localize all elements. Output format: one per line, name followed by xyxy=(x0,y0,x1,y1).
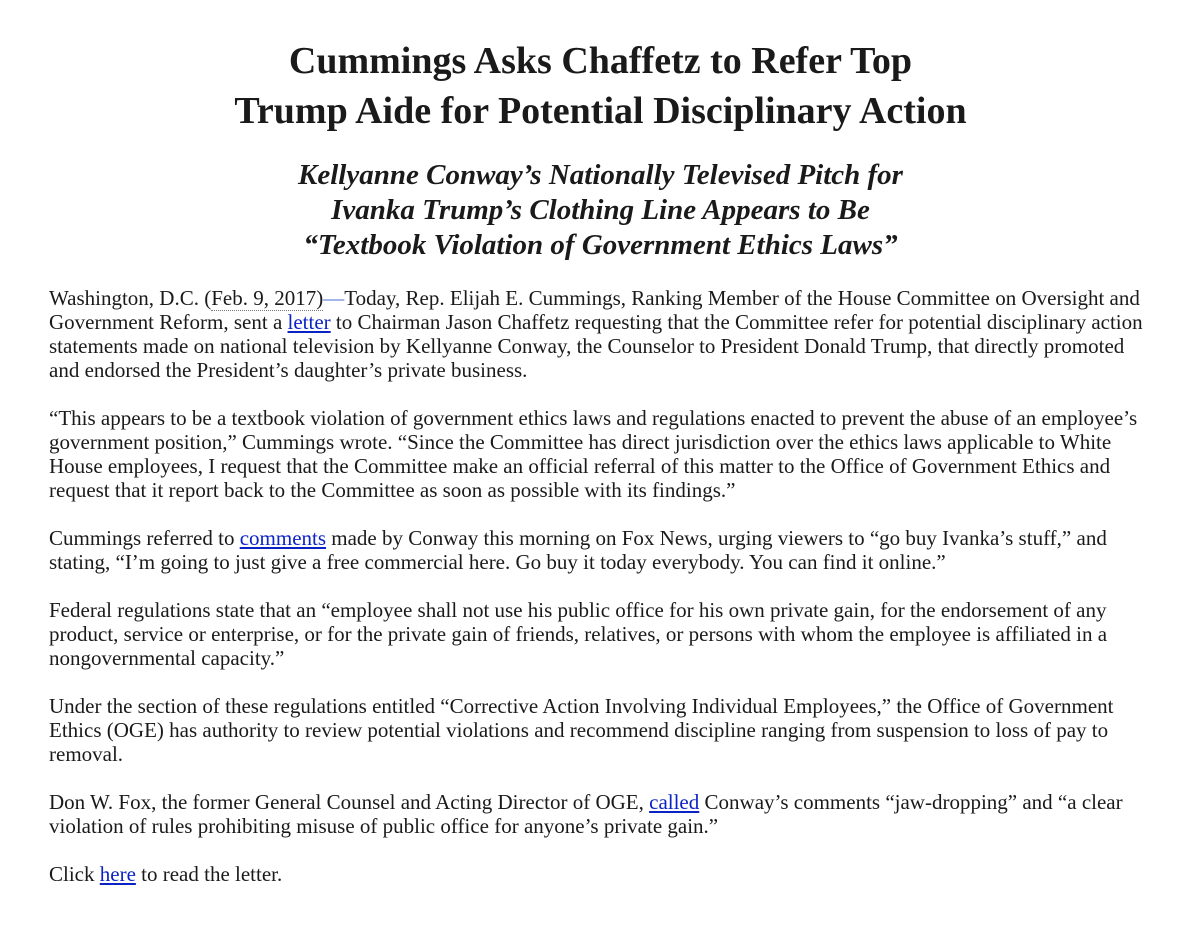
dateline-date: Feb. 9, 2017) xyxy=(211,286,324,310)
click-text-after-link: to read the letter. xyxy=(135,862,283,886)
headline-line-1: Cummings Asks Chaffetz to Refer Top xyxy=(288,40,913,82)
paragraph-click-here xyxy=(49,862,1152,886)
comments-text-after-link: made by Conway this morning on Fox News, urging viewers to “go buy Ivanka’s stuff,” and stating, “I’m going to just give a free commercial here. Go buy it today everybody. You can find it online.” xyxy=(49,526,1107,574)
fox-text-before-link: Don W. Fox, the former General Counsel and Acting Director of OGE, xyxy=(49,790,650,814)
paragraph-regulations: Federal regulations state that an “employee shall not use his public office for his own private gain, for the endorsement of any product, service or enterprise, or for the private gain of friends, relatives, or persons with whom the employee is affiliated in a nongovernmental capacity.” xyxy=(49,598,1108,670)
letter-link[interactable]: letter xyxy=(287,310,331,334)
headline-line-2: Trump Aide for Potential Disciplinary Action xyxy=(234,90,967,132)
comments-text-before-link: Cummings referred to xyxy=(49,526,240,550)
subheadline-line-3: “Textbook Violation of Government Ethics Laws” xyxy=(303,229,898,261)
click-text-before-link: Click xyxy=(49,862,100,886)
article-body xyxy=(49,286,1152,886)
comments-link[interactable]: comments xyxy=(239,526,327,550)
subheadline-line-1: Kellyanne Conway’s Nationally Televised Pitch for xyxy=(298,159,903,191)
dateline-place: Washington, D.C. ( xyxy=(49,286,212,310)
paragraph-quote: “This appears to be a textbook violation of government ethics laws and regulations enacted to prevent the abuse of an employee’s government position,” Cummings wrote. “Since the Committee has direct jurisdiction over the ethics laws applicable to White House employees, I request that the Committee make an official referral of this matter to the Office of Government Ethics and request that it report back to the Committee as soon as possible with its findings.” xyxy=(49,406,1138,502)
subheadline xyxy=(49,158,1152,263)
headline xyxy=(49,36,1152,136)
paragraph-comments xyxy=(49,526,1152,574)
paragraph-don-fox xyxy=(49,790,1152,838)
intro-text-after-link: to Chairman Jason Chaffetz requesting that the Committee refer for potential disciplinary action statements made on national television by Kellyanne Conway, the Counselor to President Donald Trump, that directly promoted and endorsed the President’s daughter’s private business. xyxy=(49,310,1143,382)
dateline-dash: — xyxy=(323,286,345,310)
paragraph-intro xyxy=(49,286,1152,382)
fox-text-after-link: Conway’s comments “jaw-dropping” and “a clear violation of rules prohibiting misuse of public office for anyone’s private gain.” xyxy=(49,790,1123,838)
called-link[interactable]: called xyxy=(649,790,700,814)
here-link[interactable]: here xyxy=(99,862,136,886)
intro-text-before-link: Today, Rep. Elijah E. Cummings, Ranking Member of the House Committee on Oversight and Government Reform, sent a xyxy=(49,286,1140,334)
subheadline-line-2: Ivanka Trump’s Clothing Line Appears to Be xyxy=(331,194,870,226)
paragraph-corrective-action: Under the section of these regulations entitled “Corrective Action Involving Individual Employees,” the Office of Government Ethics (OGE) has authority to review potential violations and recommend discipline ranging from suspension to loss of pay to removal. xyxy=(49,694,1114,766)
